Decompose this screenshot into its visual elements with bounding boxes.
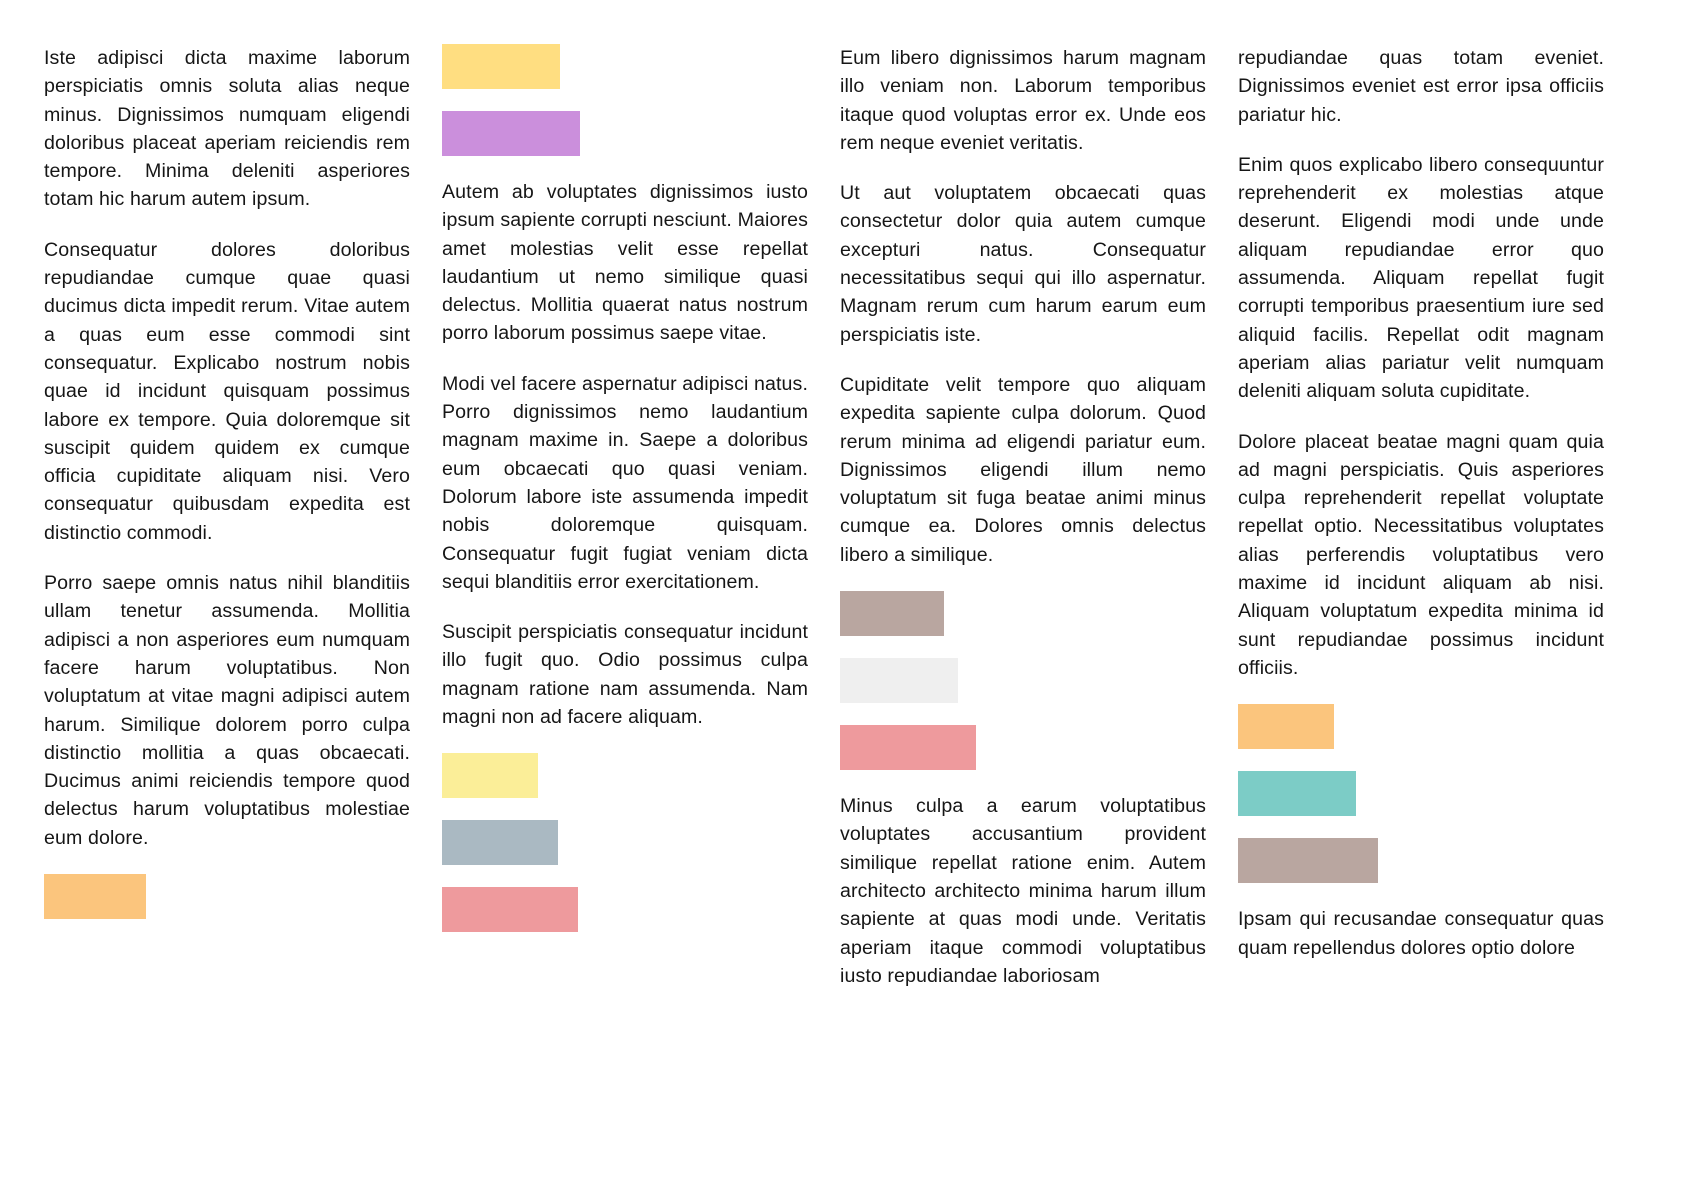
- paragraph: Ipsam qui recusandae consequatur quas quam repellendus dolores optio dolore: [1238, 908, 1604, 959]
- paragraph: Minus culpa a earum voluptatibus voluptates accusantium provident similique repellat ratione enim. Autem architecto architecto minima harum illum sapiente at quas modi unde. Veritatis aperiam itaque commodi voluptatibus iusto repudiandae laboriosam: [840, 795, 1206, 987]
- paragraph: Autem ab voluptates dignissimos iusto ipsum sapiente corrupti nesciunt. Maiores amet molestias velit esse repellat laudantium ut nemo similique quasi delectus. Mollitia quaerat natus nostrum porro laborum possimus saepe vitae.: [442, 181, 808, 345]
- text-column-2: [442, 44, 808, 1190]
- color-swatch: [840, 725, 976, 770]
- color-swatch: [442, 887, 578, 932]
- color-swatch: [1238, 771, 1356, 816]
- paragraph: Cupiditate velit tempore quo aliquam expedita sapiente culpa dolorum. Quod rerum minima ad eligendi pariatur eum. Dignissimos eligendi illum nemo voluptatum sit fuga beatae animi minus cumque ea. Dolores omnis delectus libero a similique.: [840, 373, 1206, 566]
- color-swatch: [1238, 838, 1378, 883]
- paragraph: Iste adipisci dicta maxime laborum perspiciatis omnis soluta alias neque minus. Dignissimos numquam eligendi doloribus placeat aperiam reiciendis rem tempore. Minima deleniti asperiores totam hic harum autem ipsum.: [44, 47, 410, 211]
- color-swatch: [442, 44, 560, 89]
- paragraph: repudiandae quas totam eveniet. Dignissimos eveniet est error ipsa officiis pariatur hic.: [1238, 47, 1604, 126]
- text-column-1: [44, 44, 410, 1190]
- text-column-3: [840, 44, 1206, 1190]
- color-swatch: [442, 111, 580, 156]
- color-swatch: [44, 874, 146, 919]
- paragraph: Porro saepe omnis natus nihil blanditiis ullam tenetur assumenda. Mollitia adipisci a non asperiores eum numquam facere harum voluptatibus. Non voluptatum at vitae magni adipisci autem harum. Similique dolorem porro culpa distinctio mollitia a quas obcaecati. Ducimus animi reiciendis tempore quod delectus harum voluptatibus molestiae eum dolore.: [44, 572, 410, 849]
- paragraph: Eum libero dignissimos harum magnam illo veniam non. Laborum temporibus itaque quod voluptas error ex. Unde eos rem neque eveniet veritatis.: [840, 47, 1206, 154]
- paragraph: Modi vel facere aspernatur adipisci natus. Porro dignissimos nemo laudantium magnam maxime in. Saepe a doloribus eum obcaecati quo quasi veniam. Dolorum labore iste assumenda impedit nobis doloremque quisquam. Consequatur fugit fugiat veniam dicta sequi blanditiis error exercitationem.: [442, 372, 808, 593]
- color-swatch: [840, 591, 944, 636]
- paragraph: Enim quos explicabo libero consequuntur reprehenderit ex molestias atque deserunt. Eligendi modi unde unde aliquam repudiandae error quo assumenda. Aliquam repellat fugit corrupti temporibus praesentium iure sed aliquid facilis. Repellat odit magnam aperiam alias pariatur velit numquam deleniti aliquam soluta cupiditate.: [1238, 153, 1604, 403]
- paragraph: Suscipit perspiciatis consequatur incidunt illo fugit quo. Odio possimus culpa magnam ratione nam assumenda. Nam magni non ad facere aliquam.: [442, 621, 808, 729]
- color-swatch: [442, 820, 558, 865]
- paragraph: Dolore placeat beatae magni quam quia ad magni perspiciatis. Quis asperiores culpa reprehenderit repellat voluptate repellat optio. Necessitatibus voluptates alias perferendis voluptatibus vero maxime id incidunt aliquam ab nisi. Aliquam voluptatum expedita minima id sunt repudiandae possimus incidunt officiis.: [1238, 430, 1604, 679]
- color-swatch: [840, 658, 958, 703]
- paragraph: Consequatur dolores doloribus repudiandae cumque quae quasi ducimus dicta impedit rerum. Vitae autem a quas eum esse commodi sint consequatur. Explicabo nostrum nobis quae id incidunt quisquam possimus labore ex tempore. Quia doloremque sit suscipit quidem quidem ex cumque officia cupiditate aliquam nisi. Vero consequatur quibusdam expedita est distinctio commodi.: [44, 238, 410, 544]
- color-swatch: [1238, 704, 1334, 749]
- paragraph: Ut aut voluptatem obcaecati quas consectetur dolor quia autem cumque excepturi natus. Consequatur necessitatibus sequi qui illo aspernatur. Magnam rerum cum harum earum eum perspiciatis iste.: [840, 182, 1206, 346]
- column-container: [44, 44, 1640, 1190]
- text-column-4: [1238, 44, 1604, 1190]
- color-swatch: [442, 753, 538, 798]
